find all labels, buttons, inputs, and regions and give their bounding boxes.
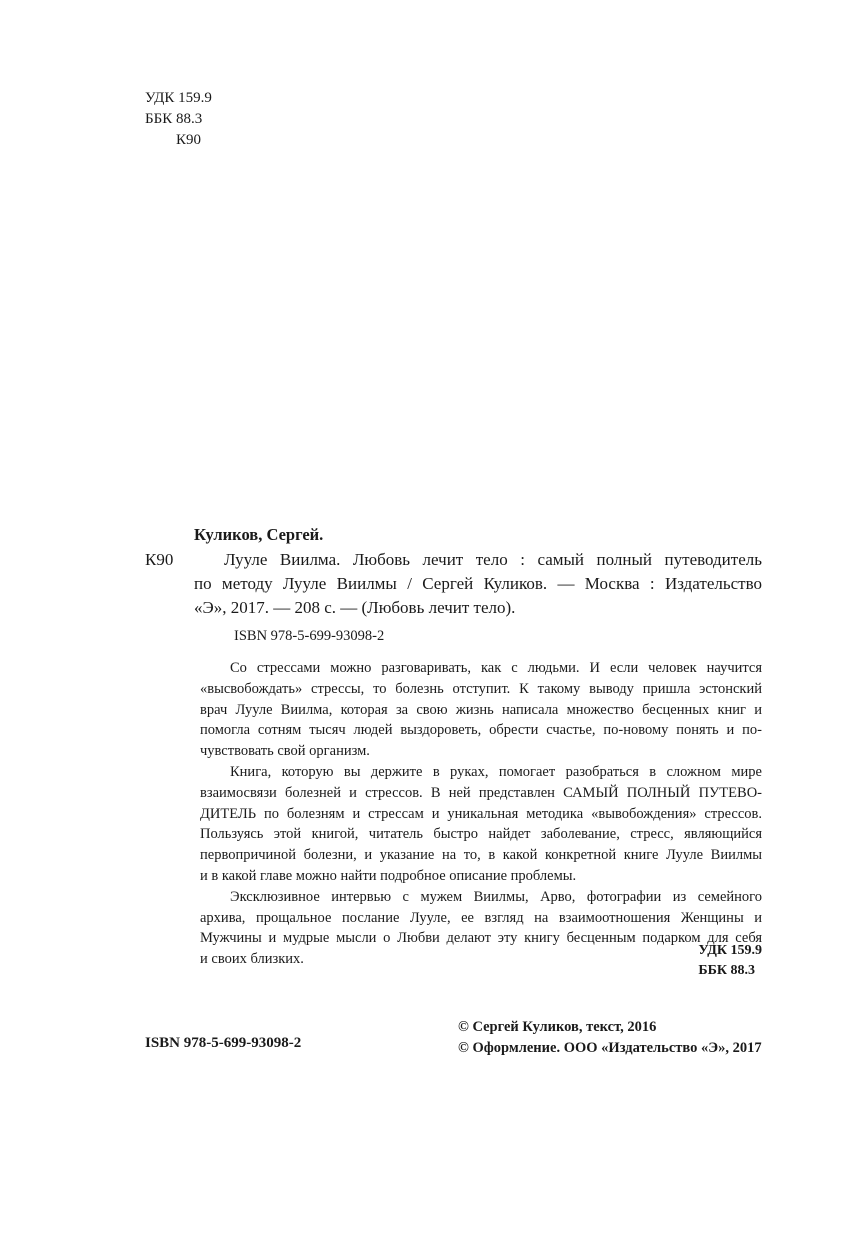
annotation-line: «высвобождать» стрессы, то болезнь отступит. К такому выводу пришла эстонский [200, 680, 762, 697]
catalog-author-mark: К90 [145, 550, 174, 569]
copyright-text: © Сергей Куликов, текст, 2016 [458, 1019, 657, 1035]
annotation-line: Книга, которую вы держите в руках, помогает разобраться в сложном мире [230, 763, 762, 780]
footer-udk-code: УДК 159.9 [698, 943, 762, 958]
annotation-line: и в какой главе можно найти подробное описание проблемы. [200, 867, 577, 884]
bibliographic-description [194, 548, 762, 620]
annotation [200, 658, 762, 970]
annotation-line: чувствовать свой организм. [200, 743, 370, 760]
bibliographic-line: Лууле Виилма. Любовь лечит тело : самый полный путеводитель [224, 550, 762, 569]
copyright-design: © Оформление. ООО «Издательство «Э», 2017 [458, 1040, 762, 1056]
bibliographic-line: по методу Лууле Виилмы / Сергей Куликов. — Москва : Издательство [194, 574, 762, 593]
bibliographic-line: «Э», 2017. — 208 с. — (Любовь лечит тело). [194, 598, 516, 617]
annotation-line: помогла сотням тысяч людей выздороветь, обрести счастье, по-новому понять и по- [200, 722, 762, 739]
annotation-line: ДИТЕЛЬ по болезням и стрессам и уникальная методика «вывобождения» стрессов. [200, 805, 762, 822]
annotation-line: Мужчины и мудрые мысли о Любви делают эту книгу бесценным подарком для себя [200, 930, 762, 947]
footer-classification [698, 941, 762, 981]
footer-bbk-code: ББК 88.3 [698, 963, 756, 978]
bbk-code: ББК 88.3 [145, 111, 203, 127]
annotation-line: врач Лууле Виилма, которая за свою жизнь написала множество бесценных книг и [200, 701, 762, 718]
annotation-line: архива, прощальное послание Лууле, ее взгляд на взаимоотношения Женщины и [200, 909, 762, 926]
annotation-line: Пользуясь этой книгой, читатель быстро найдет заболевание, стресс, являющийся [200, 826, 762, 843]
annotation-line: и своих близких. [200, 951, 304, 968]
footer-isbn: ISBN 978-5-699-93098-2 [145, 1035, 302, 1051]
udk-code: УДК 159.9 [145, 90, 212, 106]
catalog-isbn: ISBN 978-5-699-93098-2 [234, 628, 385, 644]
annotation-line: первопричиной болезни, и указание на то, в какой конкретной книге Лууле Виилмы [200, 847, 762, 864]
catalog-author: Куликов, Сергей. [194, 525, 324, 544]
annotation-line: Со стрессами можно разговаривать, как с людьми. И если человек научится [230, 660, 762, 676]
annotation-line: взаимосвязи болезней и стрессов. В ней представлен САМЫЙ ПОЛНЫЙ ПУТЕВО- [200, 784, 762, 801]
copyright-block [458, 1017, 762, 1059]
author-mark: К90 [176, 132, 202, 148]
annotation-line: Эксклюзивное интервью с мужем Виилмы, Арво, фотографии из семейного [230, 888, 762, 905]
